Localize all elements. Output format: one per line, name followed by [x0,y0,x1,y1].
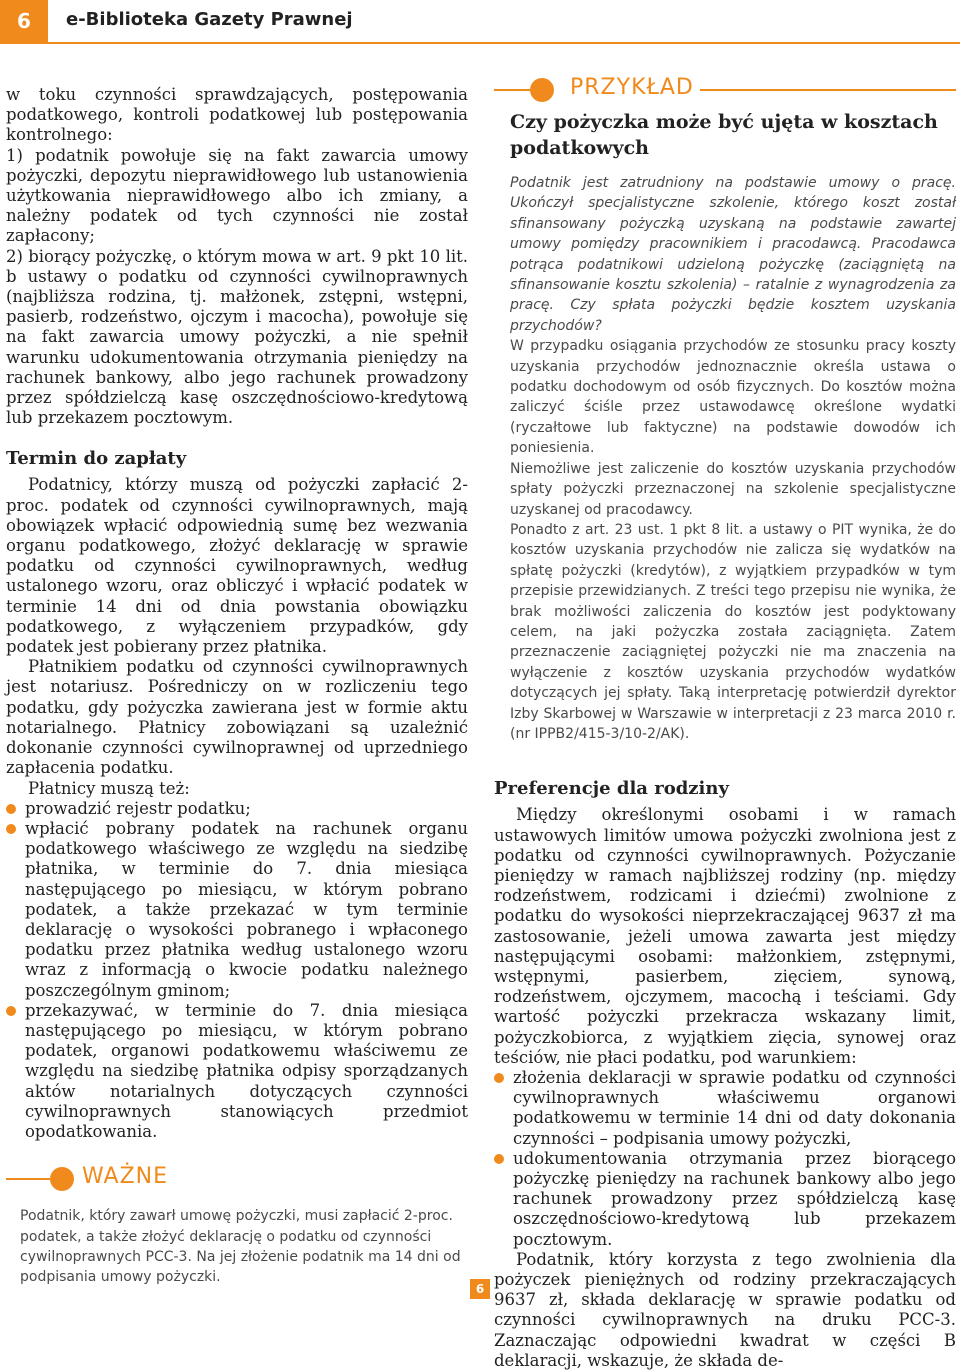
paragraph: w toku czynności sprawdzających, postępowania podatkowego, kontroli podatkowej lub postępowania kontrolnego: [6,85,468,145]
note-text: Podatnik, który zawarł umowę pożyczki, musi zapłacić 2-proc. podatek, a także złożyć deklarację o podatku od czynności cywilnoprawnych PCC-3. Na jej złożenie podatnik ma 14 dni od podpisania umowy pożyczki. [20,1208,461,1286]
example-rule-right [700,89,956,91]
publication-title: e-Biblioteka Gazety Prawnej [66,9,353,30]
bullet-icon [6,824,16,834]
paragraph: Płatnikiem podatku od czynności cywilnoprawnych jest notariusz. Pośredniczy on w rozliczeniu tego podatku, gdy pożyczka zawierana jest w formie aktu notarialnego. Płatnicy zobowiązani są uzależnić dokonanie czynności cywilnoprawnej od uprzedniego zapłacenia podatku. [6,657,468,778]
bullet-icon [6,1006,16,1016]
bullet-icon [494,1154,504,1164]
header-divider [0,42,960,44]
example-question: Podatnik jest zatrudniony na podstawie umowy o pracę. Ukończył specjalistyczne szkolenie, którego koszt został sfinansowany pożyczką uzyskaną na podstawie zawartej umowy pomiędzy pracownikiem i pracodawcą. Pracodawca potrąca podatnikowi udzieloną pożyczkę (zaciągniętą na sfinansowanie kosztu szkolenia) – ratalnie z wynagrodzenia za pracę. Czy spłata pożyczki będzie kosztem uzyskania przychodów? [510,175,956,334]
list-item: złożenia deklaracji w sprawie podatku od czynności cywilnoprawnych właściwemu organowi podatkowemu w terminie 14 dni od daty dokonania czynności – podpisania umowy pożyczki, [494,1068,956,1149]
note-rule [6,1178,50,1180]
example-label: PRZYKŁAD [570,75,694,100]
left-column [6,85,468,1288]
section-heading: Preferencje dla rodziny [494,778,729,800]
example-answer: Niemożliwe jest zaliczenie do kosztów uzyskania przychodów spłaty pożyczki przeznaczonej na szkolenie specjalistyczne uzyskanej od pracodawcy. [510,460,956,518]
paragraph: Płatnicy muszą też: [28,778,190,798]
footer-page-number: 6 [470,1279,490,1299]
example-marker-icon [530,78,554,102]
bullet-list [6,799,468,1142]
right-column [494,75,956,1371]
example-rule-left [494,89,530,91]
paragraph: 1) podatnik powołuje się na fakt zawarcia umowy pożyczki, depozytu nieprawidłowego lub ustanowienia użytkowania nieprawidłowego albo ich zmiany, a należny podatek od tych czynności nie został zapłacony; [6,145,468,246]
example-title: Czy pożyczka może być ujęta w kosztach podatkowych [510,111,938,159]
paragraph: Między określonymi osobami i w ramach ustawowych limitów umowa pożyczki zwolniona jest z podatku od czynności cywilnoprawnych. Pożyczanie pieniędzy w ramach najbliższej rodziny (np. między rodzeństwem, rodzicami i dziećmi) zwolnione z podatku do wysokości nieprzekraczającej 9637 zł ma zastosowanie, jeżeli umowa zawarta jest między następującymi osobami: małżonkiem, zstępnymi, wstępnymi, pasierbem, zięciem, synową, rodzeństwem, ojczymem, macochą i teściami. Gdy wartość pożyczki przekracza wskazany limit, pożyczkobiorca, z wyjątkiem zięcia, synowej oraz teściów, nie płaci podatku, pod warunkiem: [494,805,956,1067]
section-heading: Termin do zapłaty [6,448,187,470]
paragraph: Podatnik, który korzysta z tego zwolnienia dla pożyczek pieniężnych od rodziny przekraczających 9637 zł, składa deklarację w sprawie podatku od czynności cywilnoprawnych na druku PCC-3. Zaznaczając odpowiedni kwadrat w części B deklaracji, wskazuje, że składa de- [494,1249,956,1370]
page-number-badge: 6 [0,0,48,42]
bullet-icon [6,804,16,814]
example-header [494,75,956,105]
example-answer: W przypadku osiągania przychodów ze stosunku pracy koszty uzyskania przychodów jednoznacznie określa ustawa o podatku dochodowym od osób fizycznych. Do kosztów można zaliczyć ściśle przez ustawodawcę określone wydatki (ryczałtowe lub faktyczne) na podstawie dowodów ich poniesienia. [510,338,956,457]
page-header [0,0,960,42]
paragraph: Podatnicy, którzy muszą od pożyczki zapłacić 2-proc. podatek od czynności cywilnoprawnych, mają obowiązek wpłacić odpowiednią sumę bez wezwania organu podatkowego, złożyć deklarację w sprawie podatku od czynności cywilnoprawnych, według ustalonego wzoru, oraz obliczyć i wpłacić podatek w terminie 14 dni od dnia powstania obowiązku podatkowego, z wyłączeniem przypadków, gdy podatek jest pobierany przez płatnika. [6,475,468,657]
note-label: WAŻNE [82,1164,169,1190]
note-marker-icon [50,1167,74,1191]
list-item: prowadzić rejestr podatku; [6,799,468,819]
bullet-icon [494,1073,504,1083]
list-item: przekazywać, w terminie do 7. dnia miesiąca następującego po miesiącu, w którym pobrano podatek, organowi podatkowemu właściwemu ze względu na siedzibę płatnika odpisy sporządzanych aktów notarialnych dotyczących czynności cywilnoprawnych stanowiących przedmiot opodatkowania. [6,1001,468,1142]
list-item: wpłacić pobrany podatek na rachunek organu podatkowego właściwego ze względu na siedzibę płatnika, w terminie do 7. dnia miesiąca następującego po miesiącu, w którym pobrano podatek, a także przekazać w tym terminie deklarację o wysokości pobranego i wpłaconego podatku przez płatnika według ustalonego wzoru wraz z informacją o kwocie podatku należnego poszczególnym gminom; [6,819,468,1001]
important-note-header [6,1164,468,1194]
list-item: udokumentowania otrzymania przez biorącego pożyczkę pieniędzy na rachunek bankowy albo jego rachunek prowadzony przez spółdzielczą kasę oszczędnościowo-kredytową lub przekazem pocztowym. [494,1149,956,1250]
paragraph: 2) biorący pożyczkę, o którym mowa w art. 9 pkt 10 lit. b ustawy o podatku od czynności cywilnoprawnych (najbliższa rodzina, tj. małżonek, zstępni, wstępni, pasierb, rodzeństwo, ojczym i macocha), powołuje się na fakt zawarcia umowy pożyczki, a nie spełnił warunku udokumentowania otrzymania pieniędzy na rachunek bankowy, albo jego rachunek prowadzony przez spółdzielczą kasę oszczędnościowo-kredytową lub przekazem pocztowym. [6,246,468,428]
example-answer: Ponadto z art. 23 ust. 1 pkt 8 lit. a ustawy o PIT wynika, że do kosztów uzyskania przychodów nie zalicza się wydatków na spłatę pożyczki (kredytów), z wyjątkiem przypadków w tym przepisie przewidzianych. Z treści tego przepisu nie wynika, że brak możliwości zaliczenia do kosztów jest podyktowany celem, na jaki pożyczka została zaciągnięta. Zatem przeznaczenie zaciągniętej pożyczki nie ma znaczenia na wyłączenie z kosztów uzyskania przychodów wydatków dotyczących jej spłaty. Taką interpretację potwierdził dyrektor Izby Skarbowej w Warszawie w interpretacji z 23 marca 2010 r. (nr IPPB2/415-3/10-2/AK). [510,521,956,742]
bullet-list [494,1068,956,1250]
